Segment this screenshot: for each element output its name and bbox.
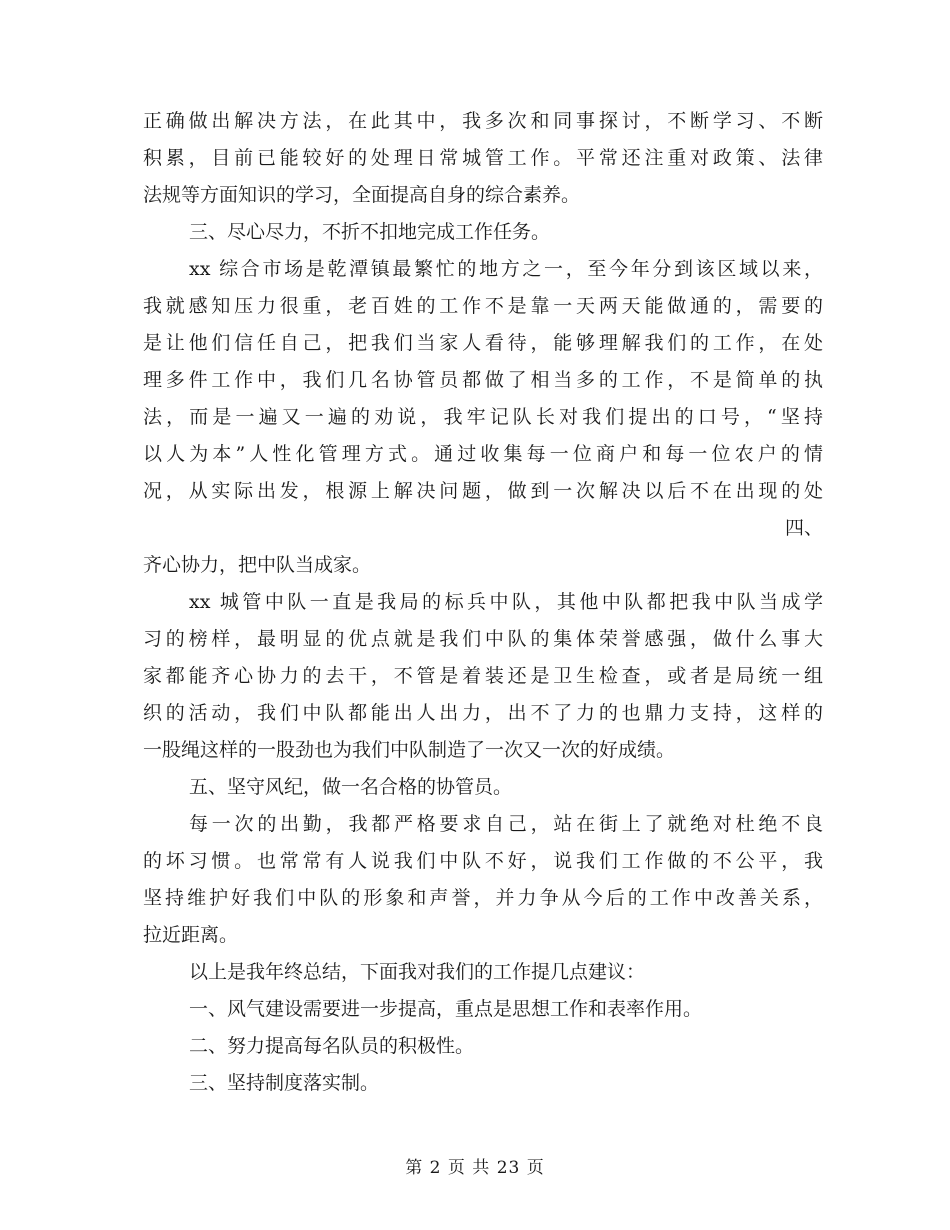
text-line: 积累，目前已能较好的处理日常城管工作。平常还注重对政策、法律 — [143, 147, 823, 169]
text-line: 家都能齐心协力的去干，不管是着装还是卫生检查，或者是局统一组 — [143, 665, 823, 687]
text-line: 每一次的出勤，我都严格要求自己，站在街上了就绝对杜绝不良 — [189, 813, 823, 835]
section-heading: 五、坚守风纪，做一名合格的协管员。 — [189, 776, 513, 798]
text-line: 是让他们信任自己，把我们当家人看待，能够理解我们的工作，在处 — [143, 332, 823, 354]
suggestion-item: 一、风气建设需要进一步提高，重点是思想工作和表率作用。 — [189, 998, 703, 1020]
text-line: 以上是我年终总结，下面我对我们的工作提几点建议： — [189, 961, 646, 983]
suggestion-item: 三、坚持制度落实制。 — [189, 1072, 380, 1094]
text-line-with-heading — [143, 510, 823, 547]
text-line: 理多件工作中，我们几名协管员都做了相当多的工作，不是简单的执 — [143, 369, 823, 391]
text-line: 织的活动，我们中队都能出人出力，出不了力的也鼎力支持，这样的 — [143, 702, 823, 724]
text-line: 一股绳这样的一股劲也为我们中队制造了一次又一次的好成绩。 — [143, 739, 676, 761]
text-line: 正确做出解决方法，在此其中，我多次和同事探讨，不断学习、不断 — [143, 110, 823, 132]
page-number-footer: 第 2 页 共 23 页 — [405, 1158, 545, 1178]
text-line: xx 综合市场是乾潭镇最繁忙的地方之一，至今年分到该区域以来， — [189, 258, 823, 280]
section-heading: 三、尽心尽力，不折不扣地完成工作任务。 — [189, 221, 551, 243]
text-line: 以人为本”人性化管理方式。通过收集每一位商户和每一位农户的情 — [143, 443, 823, 465]
text-line: 我就感知压力很重，老百姓的工作不是靠一天两天能做通的，需要的 — [143, 295, 823, 317]
text-line: 习的榜样，最明显的优点就是我们中队的集体荣誉感强，做什么事大 — [143, 628, 823, 650]
text-line: 拉近距离。 — [143, 924, 239, 946]
text-line: 法，而是一遍又一遍的劝说，我牢记队长对我们提出的口号，“坚持 — [143, 406, 823, 428]
text-line: xx 城管中队一直是我局的标兵中队，其他中队都把我中队当成学 — [189, 591, 823, 613]
document-body — [143, 103, 823, 1102]
text-line: 况，从实际出发，根源上解决问题，做到一次解决以后不在出现的处 — [143, 480, 823, 502]
text-line: 坚持维护好我们中队的形象和声誉，并力争从今后的工作中改善关系， — [143, 887, 823, 909]
text-line: 法规等方面知识的学习，全面提高自身的综合素养。 — [143, 184, 581, 206]
text-line: 的坏习惯。也常常有人说我们中队不好，说我们工作做的不公平，我 — [143, 850, 823, 872]
section-heading: 齐心协力，把中队当成家。 — [143, 554, 372, 576]
suggestion-item: 二、努力提高每名队员的积极性。 — [189, 1035, 475, 1057]
section-heading-number: 四、 — [784, 517, 823, 539]
